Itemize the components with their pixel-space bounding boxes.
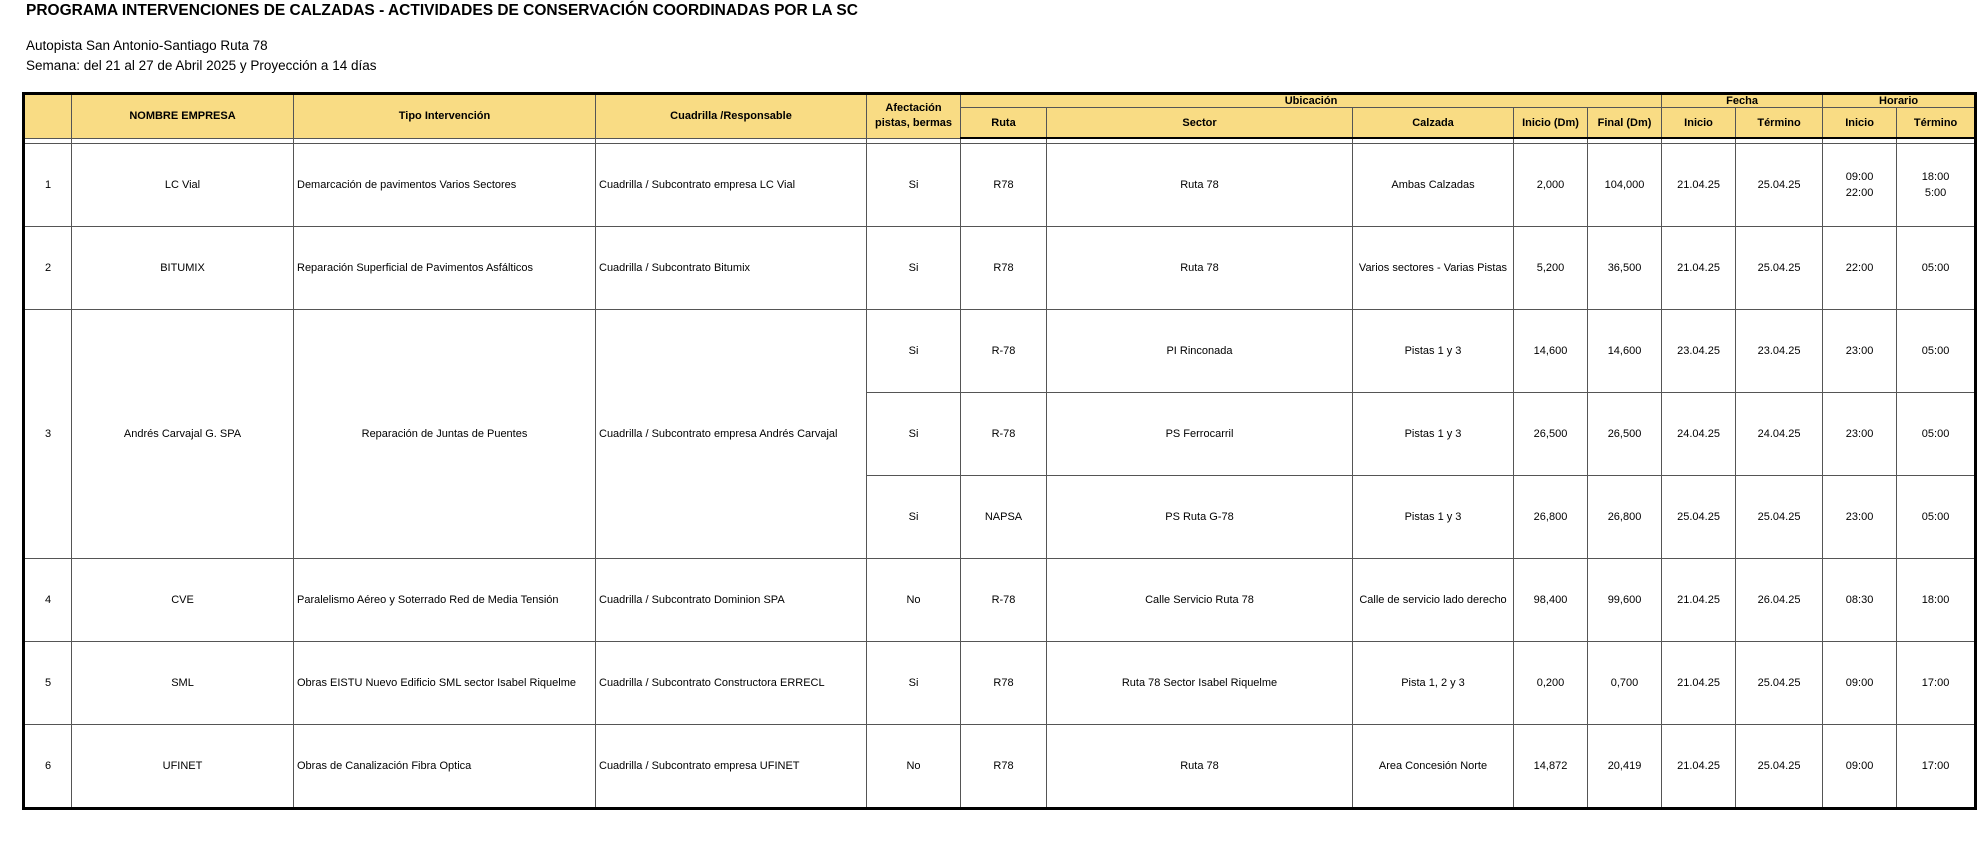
cell-fecha-inicio: 21.04.25 — [1662, 559, 1736, 642]
header-fecha-termino: Término — [1736, 108, 1823, 139]
header-row-top — [24, 94, 1976, 108]
cell-calzada: Calle de servicio lado derecho — [1353, 559, 1514, 642]
cell-calzada: Pistas 1 y 3 — [1353, 476, 1514, 559]
highway-name: Autopista San Antonio-Santiago Ruta 78 — [26, 38, 268, 53]
cell-final-dm: 36,500 — [1588, 227, 1662, 310]
cell-ruta: R-78 — [961, 393, 1047, 476]
header-cuadrilla: Cuadrilla /Responsable — [596, 94, 867, 139]
cell-calzada: Pistas 1 y 3 — [1353, 393, 1514, 476]
cell-ruta: R78 — [961, 725, 1047, 809]
cell-afectacion: Si — [867, 144, 961, 227]
cell-tipo: Reparación Superficial de Pavimentos Asfálticos — [294, 227, 596, 310]
cell-sector: Ruta 78 — [1047, 725, 1353, 809]
cell-fecha-inicio: 21.04.25 — [1662, 227, 1736, 310]
cell-horario-inicio: 23:00 — [1823, 476, 1897, 559]
header-tipo-intervencion: Tipo Intervención — [294, 94, 596, 139]
row-number: 6 — [24, 725, 72, 809]
cell-cuadrilla: Cuadrilla / Subcontrato Dominion SPA — [596, 559, 867, 642]
header-ubicacion: Ubicación — [961, 94, 1662, 108]
cell-fecha-inicio: 25.04.25 — [1662, 476, 1736, 559]
cell-final-dm: 26,500 — [1588, 393, 1662, 476]
cell-calzada: Pista 1, 2 y 3 — [1353, 642, 1514, 725]
cell-ruta: NAPSA — [961, 476, 1047, 559]
cell-horario-inicio: 23:00 — [1823, 393, 1897, 476]
cell-horario-termino: 17:00 — [1897, 642, 1976, 725]
cell-inicio-dm: 5,200 — [1514, 227, 1588, 310]
cell-fecha-termino: 25.04.25 — [1736, 642, 1823, 725]
table-row — [24, 559, 1976, 642]
cell-afectacion: No — [867, 559, 961, 642]
cell-final-dm: 26,800 — [1588, 476, 1662, 559]
cell-tipo: Reparación de Juntas de Puentes — [294, 310, 596, 559]
cell-cuadrilla: Cuadrilla / Subcontrato Bitumix — [596, 227, 867, 310]
table-row — [24, 144, 1976, 227]
cell-sector: PI Rinconada — [1047, 310, 1353, 393]
cell-final-dm: 104,000 — [1588, 144, 1662, 227]
cell-sector: Ruta 78 Sector Isabel Riquelme — [1047, 642, 1353, 725]
cell-horario-inicio — [1823, 144, 1897, 227]
cell-final-dm: 20,419 — [1588, 725, 1662, 809]
cell-empresa: Andrés Carvajal G. SPA — [72, 310, 294, 559]
cell-calzada: Ambas Calzadas — [1353, 144, 1514, 227]
cell-fecha-inicio: 21.04.25 — [1662, 725, 1736, 809]
cell-tipo: Demarcación de pavimentos Varios Sectores — [294, 144, 596, 227]
cell-inicio-dm: 98,400 — [1514, 559, 1588, 642]
cell-sector: PS Ferrocarril — [1047, 393, 1353, 476]
cell-horario-termino — [1897, 144, 1976, 227]
cell-cuadrilla: Cuadrilla / Subcontrato empresa LC Vial — [596, 144, 867, 227]
cell-sector: Ruta 78 — [1047, 144, 1353, 227]
cell-fecha-termino: 25.04.25 — [1736, 144, 1823, 227]
cell-horario-termino: 05:00 — [1897, 227, 1976, 310]
cell-empresa: LC Vial — [72, 144, 294, 227]
header-fecha-inicio: Inicio — [1662, 108, 1736, 139]
cell-empresa: BITUMIX — [72, 227, 294, 310]
cell-fecha-termino: 25.04.25 — [1736, 476, 1823, 559]
cell-tipo: Obras de Canalización Fibra Optica — [294, 725, 596, 809]
table-row — [24, 227, 1976, 310]
cell-tipo: Paralelismo Aéreo y Soterrado Red de Media Tensión — [294, 559, 596, 642]
cell-inicio-dm: 14,600 — [1514, 310, 1588, 393]
cell-calzada: Area Concesión Norte — [1353, 725, 1514, 809]
horario-termino-line: 18:00 — [1921, 171, 1950, 183]
horario-termino-line: 5:00 — [1924, 187, 1947, 199]
cell-final-dm: 14,600 — [1588, 310, 1662, 393]
cell-sector: Calle Servicio Ruta 78 — [1047, 559, 1353, 642]
row-number: 4 — [24, 559, 72, 642]
cell-final-dm: 0,700 — [1588, 642, 1662, 725]
table-row — [24, 642, 1976, 725]
cell-horario-inicio: 09:00 — [1823, 725, 1897, 809]
interventions-table — [22, 92, 1977, 810]
cell-ruta: R78 — [961, 144, 1047, 227]
header-inicio-dm: Inicio (Dm) — [1514, 108, 1588, 139]
row-number: 2 — [24, 227, 72, 310]
cell-horario-inicio: 23:00 — [1823, 310, 1897, 393]
row-number: 3 — [24, 310, 72, 559]
cell-fecha-termino: 25.04.25 — [1736, 227, 1823, 310]
cell-horario-termino: 05:00 — [1897, 310, 1976, 393]
horario-inicio-line: 22:00 — [1845, 187, 1874, 199]
cell-afectacion: No — [867, 725, 961, 809]
cell-inicio-dm: 0,200 — [1514, 642, 1588, 725]
header-calzada: Calzada — [1353, 108, 1514, 139]
cell-horario-termino: 05:00 — [1897, 476, 1976, 559]
cell-fecha-termino: 23.04.25 — [1736, 310, 1823, 393]
page-title: PROGRAMA INTERVENCIONES DE CALZADAS - ACTIVIDADES DE CONSERVACIÓN COORDINADAS POR LA SC — [26, 2, 858, 19]
cell-fecha-termino: 25.04.25 — [1736, 725, 1823, 809]
cell-afectacion: Si — [867, 310, 961, 393]
cell-calzada: Pistas 1 y 3 — [1353, 310, 1514, 393]
cell-horario-termino: 05:00 — [1897, 393, 1976, 476]
header-ruta: Ruta — [961, 108, 1047, 139]
cell-fecha-inicio: 23.04.25 — [1662, 310, 1736, 393]
header-horario-termino: Término — [1897, 108, 1976, 139]
cell-fecha-inicio: 21.04.25 — [1662, 642, 1736, 725]
cell-ruta: R-78 — [961, 310, 1047, 393]
cell-inicio-dm: 26,800 — [1514, 476, 1588, 559]
cell-afectacion: Si — [867, 642, 961, 725]
cell-final-dm: 99,600 — [1588, 559, 1662, 642]
cell-ruta: R-78 — [961, 559, 1047, 642]
cell-fecha-termino: 24.04.25 — [1736, 393, 1823, 476]
cell-empresa: SML — [72, 642, 294, 725]
header-fecha: Fecha — [1662, 94, 1823, 108]
cell-inicio-dm: 2,000 — [1514, 144, 1588, 227]
table-row — [24, 310, 1976, 393]
week-range: Semana: del 21 al 27 de Abril 2025 y Proyección a 14 días — [26, 58, 377, 73]
cell-calzada: Varios sectores - Varias Pistas — [1353, 227, 1514, 310]
cell-horario-termino: 18:00 — [1897, 559, 1976, 642]
cell-empresa: UFINET — [72, 725, 294, 809]
cell-cuadrilla: Cuadrilla / Subcontrato empresa UFINET — [596, 725, 867, 809]
cell-horario-inicio: 22:00 — [1823, 227, 1897, 310]
cell-cuadrilla: Cuadrilla / Subcontrato Constructora ERRECL — [596, 642, 867, 725]
header-nombre-empresa: NOMBRE EMPRESA — [72, 94, 294, 139]
cell-cuadrilla: Cuadrilla / Subcontrato empresa Andrés Carvajal — [596, 310, 867, 559]
cell-sector: Ruta 78 — [1047, 227, 1353, 310]
header-horario: Horario — [1823, 94, 1976, 108]
cell-afectacion: Si — [867, 227, 961, 310]
row-number: 1 — [24, 144, 72, 227]
cell-empresa: CVE — [72, 559, 294, 642]
header-final-dm: Final (Dm) — [1588, 108, 1662, 139]
cell-horario-termino: 17:00 — [1897, 725, 1976, 809]
cell-tipo: Obras EISTU Nuevo Edificio SML sector Isabel Riquelme — [294, 642, 596, 725]
row-number: 5 — [24, 642, 72, 725]
horario-inicio-line: 09:00 — [1845, 171, 1874, 183]
cell-horario-inicio: 08:30 — [1823, 559, 1897, 642]
cell-inicio-dm: 14,872 — [1514, 725, 1588, 809]
cell-ruta: R78 — [961, 227, 1047, 310]
header-horario-inicio: Inicio — [1823, 108, 1897, 139]
cell-fecha-inicio: 24.04.25 — [1662, 393, 1736, 476]
cell-inicio-dm: 26,500 — [1514, 393, 1588, 476]
cell-horario-inicio: 09:00 — [1823, 642, 1897, 725]
cell-afectacion: Si — [867, 393, 961, 476]
header-sector: Sector — [1047, 108, 1353, 139]
cell-fecha-termino: 26.04.25 — [1736, 559, 1823, 642]
header-afectacion: Afectación pistas, bermas — [867, 94, 961, 139]
cell-fecha-inicio: 21.04.25 — [1662, 144, 1736, 227]
cell-ruta: R78 — [961, 642, 1047, 725]
header-number — [24, 94, 72, 139]
table-row — [24, 725, 1976, 809]
cell-afectacion: Si — [867, 476, 961, 559]
cell-sector: PS Ruta G-78 — [1047, 476, 1353, 559]
